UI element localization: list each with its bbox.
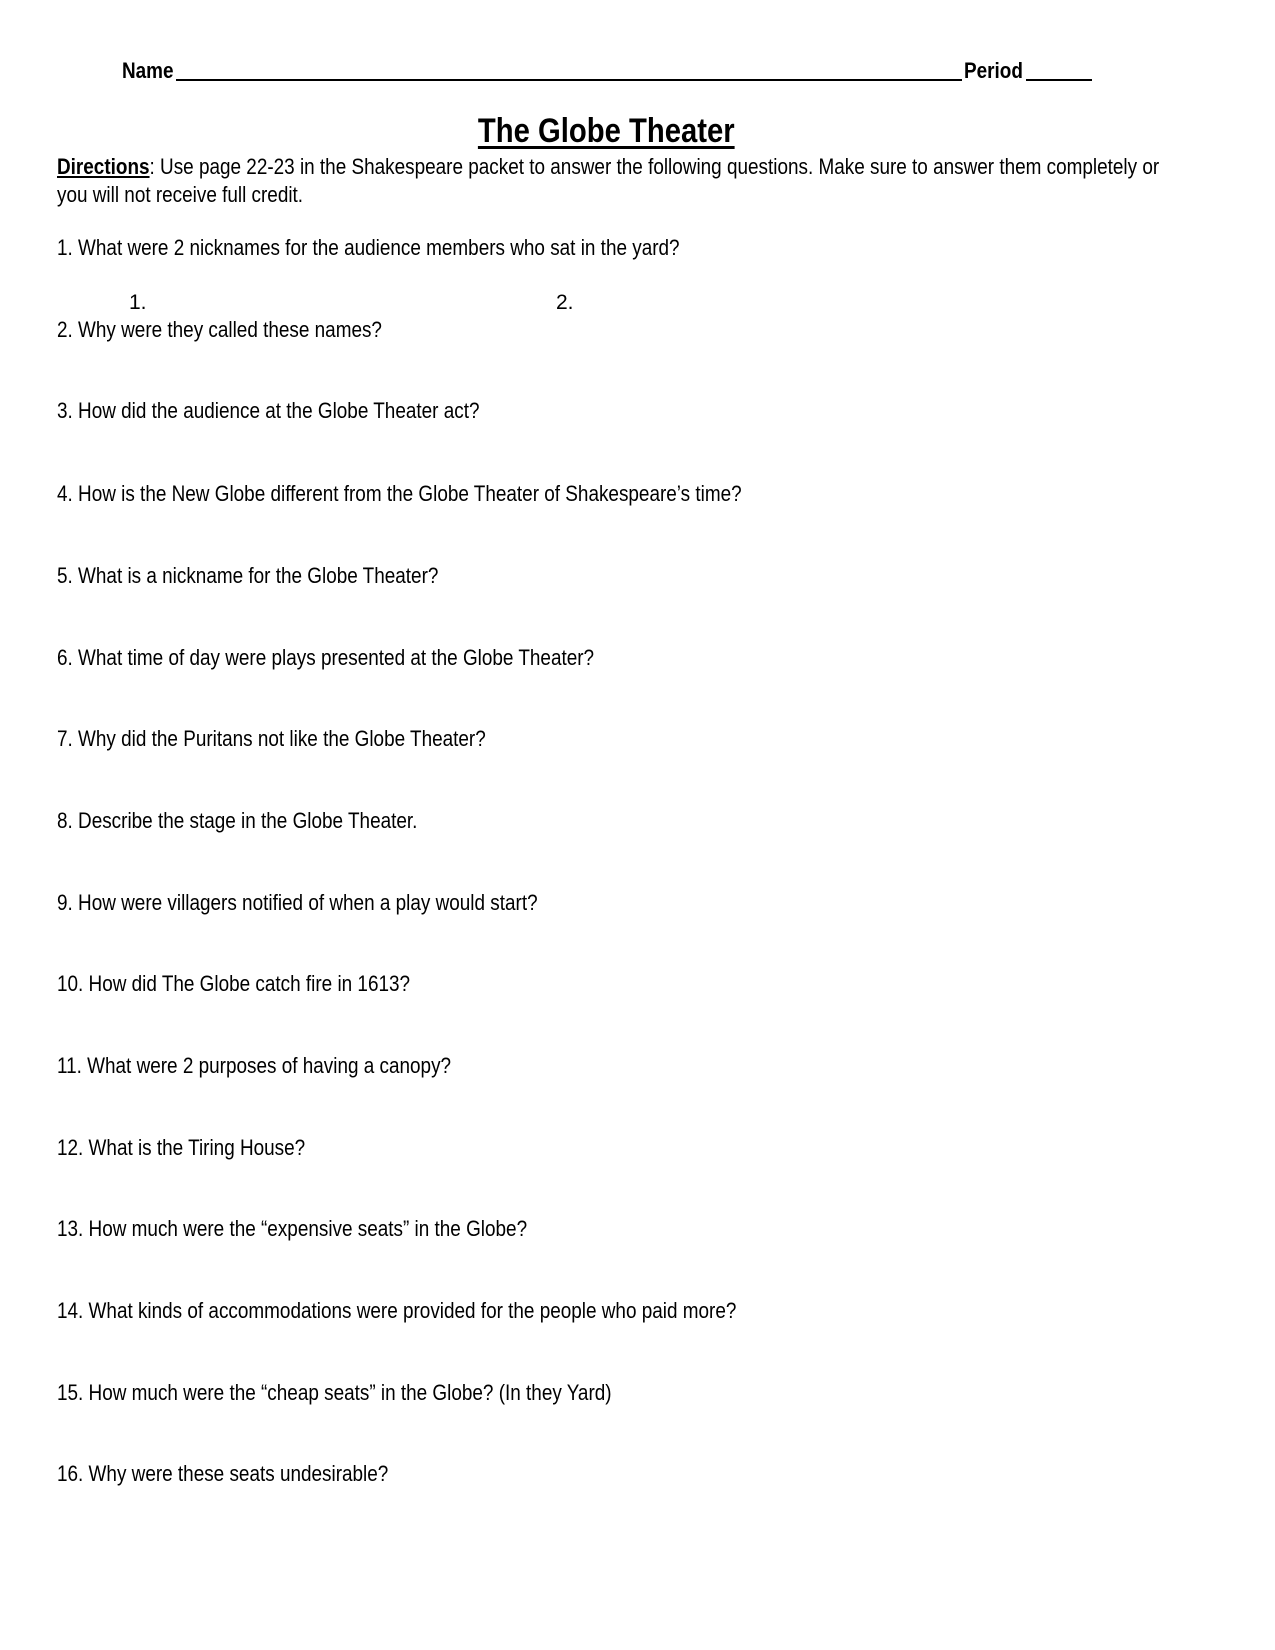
- question-9: 9. How were villagers notified of when a play would start?: [57, 890, 538, 915]
- question-12: 12. What is the Tiring House?: [57, 1135, 306, 1160]
- name-blank[interactable]: [176, 79, 962, 81]
- page-title: [0, 112, 1212, 151]
- answer-marker-1: 1.: [129, 291, 147, 314]
- question-11: 11. What were 2 purposes of having a canopy?: [57, 1053, 452, 1078]
- question-16: 16. Why were these seats undesirable?: [57, 1461, 389, 1486]
- question-13: 13. How much were the “expensive seats” in the Globe?: [57, 1216, 528, 1241]
- header-line: [122, 56, 1092, 82]
- page-title-text: The Globe Theater: [477, 112, 735, 150]
- question-1: 1. What were 2 nicknames for the audience members who sat in the yard?: [57, 235, 680, 260]
- directions: [57, 153, 1197, 209]
- question-14: 14. What kinds of accommodations were provided for the people who paid more?: [57, 1298, 737, 1323]
- directions-text: : Use page 22-23 in the Shakespeare packet to answer the following questions. Make sure to answer them completely or you will not receive full credit.: [57, 154, 1160, 207]
- period-label: Period: [964, 58, 1023, 83]
- question-2: 2. Why were they called these names?: [57, 317, 382, 342]
- question-6: 6. What time of day were plays presented at the Globe Theater?: [57, 645, 595, 670]
- directions-label: Directions: [57, 154, 150, 179]
- answer-marker-2: 2.: [556, 291, 574, 314]
- name-label: Name: [122, 58, 174, 83]
- question-15: 15. How much were the “cheap seats” in the Globe? (In they Yard): [57, 1380, 612, 1405]
- question-10: 10. How did The Globe catch fire in 1613?: [57, 971, 411, 996]
- period-blank[interactable]: [1026, 79, 1092, 81]
- question-3: 3. How did the audience at the Globe Theater act?: [57, 398, 480, 423]
- question-4: 4. How is the New Globe different from the Globe Theater of Shakespeare’s time?: [57, 481, 742, 506]
- question-8: 8. Describe the stage in the Globe Theater.: [57, 808, 418, 833]
- question-7: 7. Why did the Puritans not like the Globe Theater?: [57, 726, 486, 751]
- question-5: 5. What is a nickname for the Globe Theater?: [57, 563, 439, 588]
